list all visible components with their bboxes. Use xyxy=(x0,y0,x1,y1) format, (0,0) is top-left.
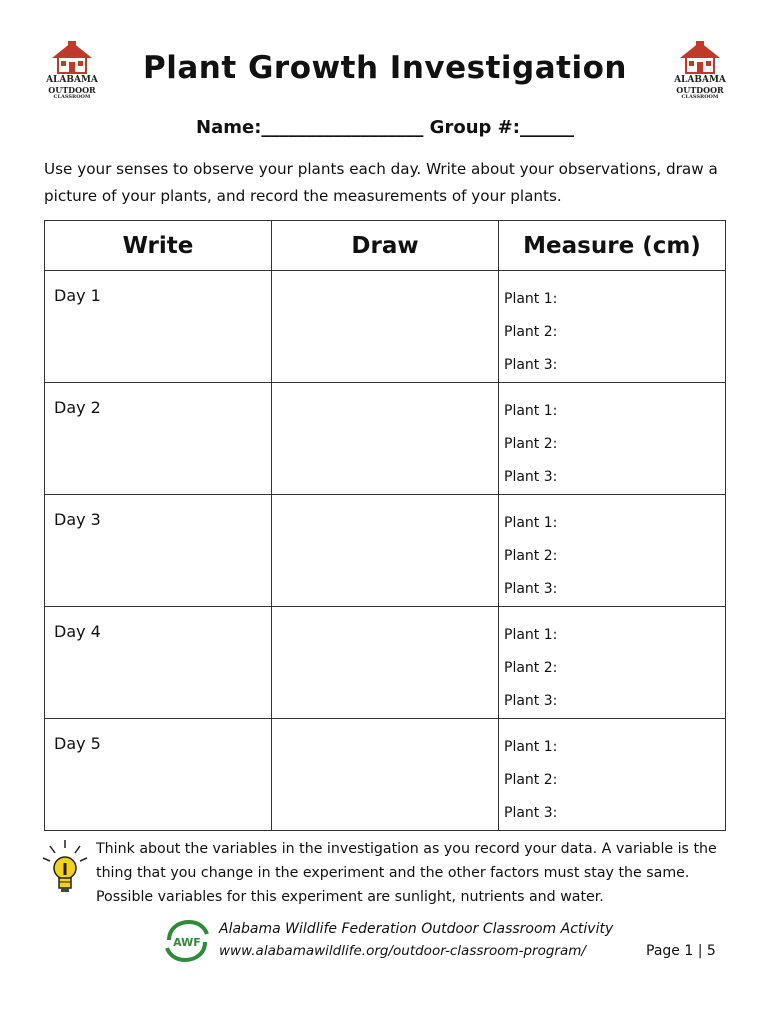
day-label: Day 1 xyxy=(54,286,101,305)
awf-logo-text: AWF xyxy=(173,936,201,949)
table-header-row xyxy=(45,221,726,271)
page-title: Plant Growth Investigation xyxy=(143,50,627,86)
write-cell xyxy=(45,271,272,383)
table-row xyxy=(45,271,726,383)
plant-1-label: Plant 1: xyxy=(504,515,558,531)
write-cell xyxy=(45,719,272,831)
table-row xyxy=(45,607,726,719)
measure-cell xyxy=(499,271,726,383)
logo-line-2: OUTDOOR xyxy=(48,85,96,95)
draw-cell xyxy=(272,271,499,383)
page-number: Page 1 | 5 xyxy=(646,943,716,959)
logo-line-2: OUTDOOR xyxy=(676,85,724,95)
variables-tip: Think about the variables in the investigation as you record your data. A variable is the thing that you change in the experiment and the other factors must stay the same. Possible variables for this experiment are sunlight, nutrients and water. xyxy=(96,841,717,905)
day-label: Day 5 xyxy=(54,734,101,753)
measure-cell xyxy=(499,719,726,831)
write-cell xyxy=(45,607,272,719)
day-label: Day 4 xyxy=(54,622,101,641)
measure-cell xyxy=(499,495,726,607)
plant-3-label: Plant 3: xyxy=(504,805,558,821)
lightbulb-icon xyxy=(40,838,90,900)
observation-table xyxy=(44,220,726,831)
plant-3-label: Plant 3: xyxy=(504,693,558,709)
draw-cell xyxy=(272,495,499,607)
write-cell xyxy=(45,383,272,495)
instructions-text: Use your senses to observe your plants each day. Write about your observations, draw a picture of your plants, and record the measurements of your plants. xyxy=(44,160,718,205)
footer-url: www.alabamawildlife.org/outdoor-classroom-program/ xyxy=(219,943,586,959)
plant-2-label: Plant 2: xyxy=(504,548,558,564)
logo-line-3: CLASSROOM xyxy=(681,94,719,100)
table-row xyxy=(45,719,726,831)
logo-line-1: ALABAMA xyxy=(674,75,726,85)
plant-3-label: Plant 3: xyxy=(504,581,558,597)
logo-line-1: ALABAMA xyxy=(46,75,98,85)
plant-2-label: Plant 2: xyxy=(504,436,558,452)
write-cell xyxy=(45,495,272,607)
plant-1-label: Plant 1: xyxy=(504,627,558,643)
plant-2-label: Plant 2: xyxy=(504,772,558,788)
table-row xyxy=(45,495,726,607)
name-group-line: Name:__________________ Group #:______ xyxy=(196,117,574,138)
plant-1-label: Plant 1: xyxy=(504,739,558,755)
footer-org-line: Alabama Wildlife Federation Outdoor Classroom Activity xyxy=(219,921,614,937)
draw-cell xyxy=(272,719,499,831)
measure-cell xyxy=(499,383,726,495)
draw-cell xyxy=(272,383,499,495)
header-measure: Measure (cm) xyxy=(499,221,726,271)
table-row xyxy=(45,383,726,495)
plant-1-label: Plant 1: xyxy=(504,291,558,307)
awf-logo xyxy=(163,918,211,962)
plant-2-label: Plant 2: xyxy=(504,660,558,676)
measure-cell xyxy=(499,607,726,719)
plant-3-label: Plant 3: xyxy=(504,357,558,373)
header-write: Write xyxy=(45,221,272,271)
plant-2-label: Plant 2: xyxy=(504,324,558,340)
day-label: Day 3 xyxy=(54,510,101,529)
logo-line-3: CLASSROOM xyxy=(53,94,91,100)
draw-cell xyxy=(272,607,499,719)
header-draw: Draw xyxy=(272,221,499,271)
plant-1-label: Plant 1: xyxy=(504,403,558,419)
plant-3-label: Plant 3: xyxy=(504,469,558,485)
day-label: Day 2 xyxy=(54,398,101,417)
